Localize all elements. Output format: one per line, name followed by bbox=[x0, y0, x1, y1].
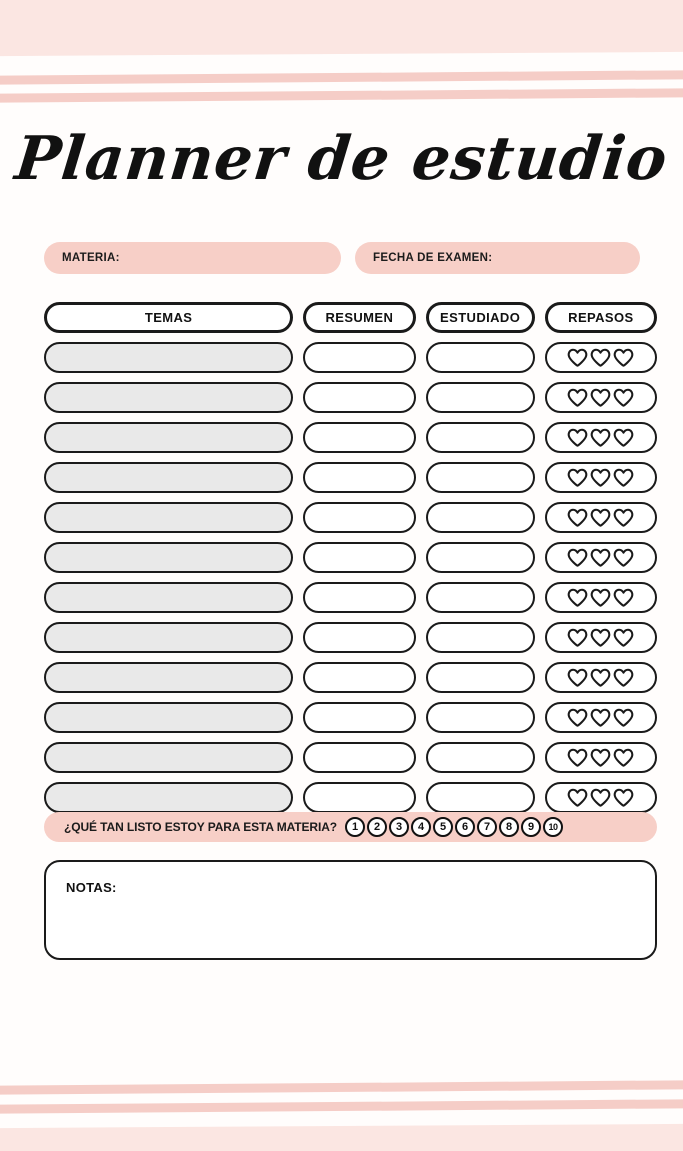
row-repasos-hearts bbox=[545, 582, 657, 613]
header-fields bbox=[44, 242, 640, 274]
top-pink-block bbox=[0, 0, 683, 56]
hearts-group bbox=[567, 468, 634, 487]
row-resumen-checkbox[interactable] bbox=[303, 502, 415, 533]
bottom-pink-stripe-1 bbox=[0, 1080, 683, 1095]
planner-sheet bbox=[0, 112, 683, 1072]
heart-icon[interactable] bbox=[567, 548, 588, 567]
heart-icon[interactable] bbox=[567, 708, 588, 727]
top-decorative-band bbox=[0, 0, 683, 112]
table-row bbox=[44, 662, 657, 693]
heart-icon[interactable] bbox=[567, 428, 588, 447]
row-estudiado-checkbox[interactable] bbox=[426, 662, 535, 693]
table-row bbox=[44, 582, 657, 613]
hearts-group bbox=[567, 788, 634, 807]
top-pink-stripe-2 bbox=[0, 88, 683, 103]
readiness-question-label: ¿QUÉ TAN LISTO ESTOY PARA ESTA MATERIA? bbox=[64, 820, 338, 834]
heart-icon[interactable] bbox=[590, 588, 611, 607]
row-estudiado-checkbox[interactable] bbox=[426, 342, 535, 373]
page-title: Planner de estudio bbox=[11, 124, 672, 194]
heart-icon[interactable] bbox=[590, 628, 611, 647]
row-repasos-hearts bbox=[545, 422, 657, 453]
row-resumen-checkbox[interactable] bbox=[303, 742, 415, 773]
heart-icon[interactable] bbox=[567, 788, 588, 807]
row-resumen-checkbox[interactable] bbox=[303, 622, 415, 653]
row-temas-input[interactable] bbox=[44, 782, 293, 813]
row-temas-input[interactable] bbox=[44, 502, 293, 533]
row-resumen-checkbox[interactable] bbox=[303, 582, 415, 613]
row-estudiado-checkbox[interactable] bbox=[426, 382, 535, 413]
column-header-repasos: REPASOS bbox=[545, 302, 657, 333]
row-temas-input[interactable] bbox=[44, 622, 293, 653]
table-header-row bbox=[44, 302, 657, 333]
heart-icon[interactable] bbox=[567, 748, 588, 767]
hearts-group bbox=[567, 428, 634, 447]
heart-icon[interactable] bbox=[567, 628, 588, 647]
heart-icon[interactable] bbox=[613, 788, 634, 807]
heart-icon[interactable] bbox=[613, 468, 634, 487]
row-repasos-hearts bbox=[545, 382, 657, 413]
table-row bbox=[44, 702, 657, 733]
materia-field[interactable] bbox=[44, 242, 341, 274]
row-resumen-checkbox[interactable] bbox=[303, 542, 415, 573]
row-temas-input[interactable] bbox=[44, 582, 293, 613]
row-repasos-hearts bbox=[545, 782, 657, 813]
hearts-group bbox=[567, 508, 634, 527]
table-row bbox=[44, 382, 657, 413]
row-temas-input[interactable] bbox=[44, 422, 293, 453]
row-temas-input[interactable] bbox=[44, 462, 293, 493]
row-estudiado-checkbox[interactable] bbox=[426, 502, 535, 533]
heart-icon[interactable] bbox=[590, 788, 611, 807]
heart-icon[interactable] bbox=[613, 628, 634, 647]
row-resumen-checkbox[interactable] bbox=[303, 702, 415, 733]
fecha-de-examen-field[interactable] bbox=[355, 242, 640, 274]
hearts-group bbox=[567, 748, 634, 767]
heart-icon[interactable] bbox=[613, 508, 634, 527]
column-header-temas: TEMAS bbox=[44, 302, 293, 333]
heart-icon[interactable] bbox=[567, 668, 588, 687]
row-resumen-checkbox[interactable] bbox=[303, 782, 415, 813]
heart-icon[interactable] bbox=[613, 428, 634, 447]
readiness-option-4[interactable]: 4 bbox=[411, 817, 431, 837]
hearts-group bbox=[567, 628, 634, 647]
row-estudiado-checkbox[interactable] bbox=[426, 542, 535, 573]
bottom-pink-stripe-2 bbox=[0, 1099, 683, 1114]
readiness-option-2[interactable]: 2 bbox=[367, 817, 387, 837]
table-row bbox=[44, 782, 657, 813]
table-row bbox=[44, 462, 657, 493]
row-temas-input[interactable] bbox=[44, 702, 293, 733]
heart-icon[interactable] bbox=[613, 548, 634, 567]
table-row bbox=[44, 502, 657, 533]
heart-icon[interactable] bbox=[613, 388, 634, 407]
readiness-option-9[interactable]: 9 bbox=[521, 817, 541, 837]
topics-table bbox=[44, 302, 657, 822]
table-row bbox=[44, 622, 657, 653]
heart-icon[interactable] bbox=[590, 468, 611, 487]
heart-icon[interactable] bbox=[613, 348, 634, 367]
heart-icon[interactable] bbox=[590, 748, 611, 767]
row-repasos-hearts bbox=[545, 702, 657, 733]
row-repasos-hearts bbox=[545, 662, 657, 693]
row-resumen-checkbox[interactable] bbox=[303, 342, 415, 373]
fecha-de-examen-label: FECHA DE EXAMEN: bbox=[373, 252, 493, 264]
table-row bbox=[44, 742, 657, 773]
row-resumen-checkbox[interactable] bbox=[303, 382, 415, 413]
row-estudiado-checkbox[interactable] bbox=[426, 422, 535, 453]
readiness-option-1[interactable]: 1 bbox=[345, 817, 365, 837]
heart-icon[interactable] bbox=[590, 508, 611, 527]
row-temas-input[interactable] bbox=[44, 662, 293, 693]
notas-label: NOTAS: bbox=[66, 880, 117, 895]
hearts-group bbox=[567, 668, 634, 687]
readiness-scale-row bbox=[44, 812, 657, 842]
heart-icon[interactable] bbox=[590, 348, 611, 367]
heart-icon[interactable] bbox=[567, 588, 588, 607]
row-temas-input[interactable] bbox=[44, 742, 293, 773]
bottom-decorative-band bbox=[0, 1072, 683, 1151]
heart-icon[interactable] bbox=[590, 388, 611, 407]
row-resumen-checkbox[interactable] bbox=[303, 462, 415, 493]
row-estudiado-checkbox[interactable] bbox=[426, 582, 535, 613]
row-temas-input[interactable] bbox=[44, 382, 293, 413]
row-estudiado-checkbox[interactable] bbox=[426, 462, 535, 493]
row-repasos-hearts bbox=[545, 542, 657, 573]
heart-icon[interactable] bbox=[590, 428, 611, 447]
hearts-group bbox=[567, 548, 634, 567]
row-repasos-hearts bbox=[545, 462, 657, 493]
row-estudiado-checkbox[interactable] bbox=[426, 622, 535, 653]
heart-icon[interactable] bbox=[590, 708, 611, 727]
row-estudiado-checkbox[interactable] bbox=[426, 742, 535, 773]
notas-box[interactable] bbox=[44, 860, 657, 960]
heart-icon[interactable] bbox=[613, 668, 634, 687]
hearts-group bbox=[567, 588, 634, 607]
heart-icon[interactable] bbox=[590, 548, 611, 567]
table-row bbox=[44, 422, 657, 453]
readiness-scale bbox=[345, 817, 563, 837]
table-row bbox=[44, 542, 657, 573]
row-temas-input[interactable] bbox=[44, 542, 293, 573]
heart-icon[interactable] bbox=[567, 508, 588, 527]
readiness-option-7[interactable]: 7 bbox=[477, 817, 497, 837]
heart-icon[interactable] bbox=[567, 348, 588, 367]
readiness-option-10[interactable]: 10 bbox=[543, 817, 563, 837]
readiness-option-6[interactable]: 6 bbox=[455, 817, 475, 837]
heart-icon[interactable] bbox=[613, 708, 634, 727]
row-estudiado-checkbox[interactable] bbox=[426, 782, 535, 813]
readiness-option-5[interactable]: 5 bbox=[433, 817, 453, 837]
top-pink-stripe-1 bbox=[0, 70, 683, 85]
row-repasos-hearts bbox=[545, 502, 657, 533]
readiness-option-3[interactable]: 3 bbox=[389, 817, 409, 837]
bottom-pink-block bbox=[0, 1124, 683, 1151]
materia-label: MATERIA: bbox=[62, 252, 120, 264]
row-resumen-checkbox[interactable] bbox=[303, 662, 415, 693]
column-header-estudiado: ESTUDIADO bbox=[426, 302, 535, 333]
heart-icon[interactable] bbox=[567, 388, 588, 407]
row-repasos-hearts bbox=[545, 342, 657, 373]
column-header-resumen: RESUMEN bbox=[303, 302, 415, 333]
readiness-option-8[interactable]: 8 bbox=[499, 817, 519, 837]
row-estudiado-checkbox[interactable] bbox=[426, 702, 535, 733]
hearts-group bbox=[567, 348, 634, 367]
hearts-group bbox=[567, 708, 634, 727]
row-repasos-hearts bbox=[545, 742, 657, 773]
table-row bbox=[44, 342, 657, 373]
row-resumen-checkbox[interactable] bbox=[303, 422, 415, 453]
heart-icon[interactable] bbox=[613, 748, 634, 767]
row-temas-input[interactable] bbox=[44, 342, 293, 373]
heart-icon[interactable] bbox=[567, 468, 588, 487]
heart-icon[interactable] bbox=[613, 588, 634, 607]
row-repasos-hearts bbox=[545, 622, 657, 653]
heart-icon[interactable] bbox=[590, 668, 611, 687]
hearts-group bbox=[567, 388, 634, 407]
table-body bbox=[44, 342, 657, 813]
